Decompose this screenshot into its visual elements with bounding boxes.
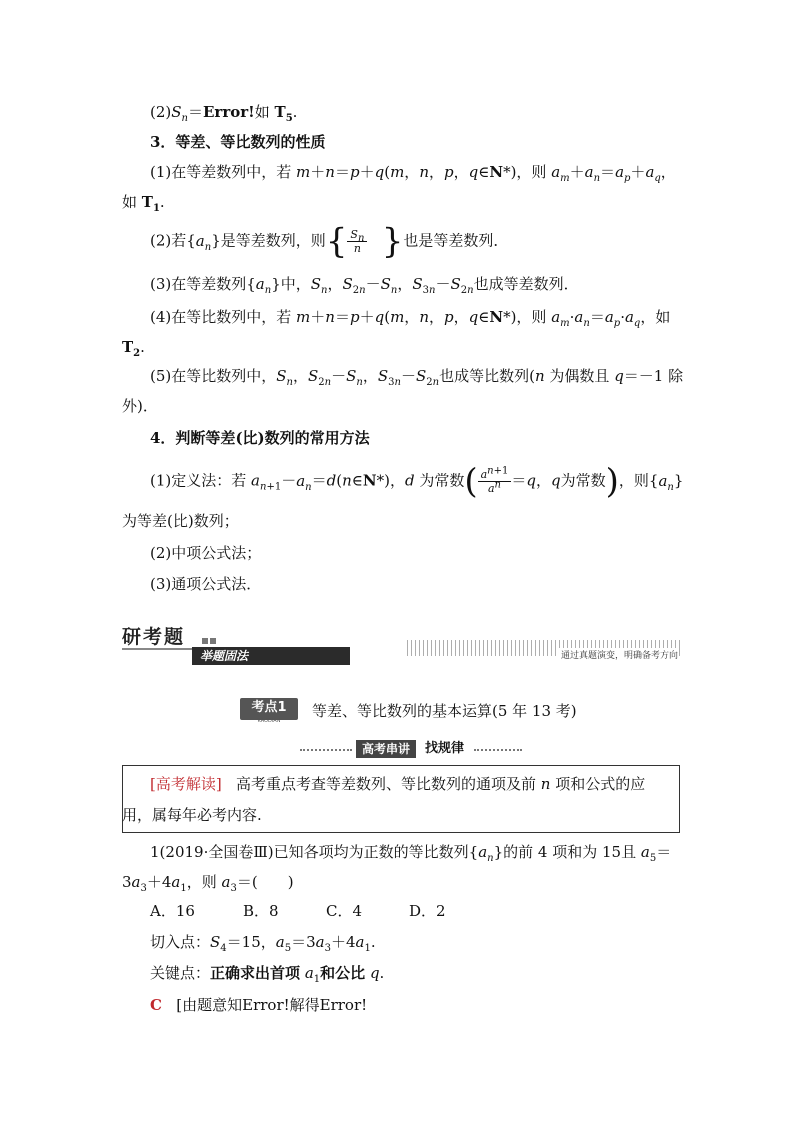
option-d: D．2 [409,902,446,920]
section-banner [122,622,682,668]
property-1-line: (1)在等差数列中，若 m＋n＝p＋q(m，n，p，q∈N*)，则 $a_m+a_n=a_p+a_q$， [150,163,676,184]
analysis-label: [高考解读] [150,775,222,793]
section-heading-3: 3．等差、等比数列的性质 [150,133,326,151]
property-1-ref: 如 $T_1$. [122,193,165,214]
topic-badge: 考点1 [240,698,298,720]
method-1-line: (1)定义法：若 $a_{n+1}-a_n=d(n\in N*)$，d 为常数( $\frac{a^{n+1}}{a^n}$ ＝q，q为常数)，则$\{a_n\}$ [150,461,684,502]
analysis-line-1: [高考解读] 高考重点考查等差数列、等比数列的通项及前 n 项和公式的应 [150,775,646,793]
section-heading-4: 4．判断等差(比)数列的常用方法 [150,429,370,447]
property-4-ref: $T_2$. [122,338,145,359]
topic-title: 等差、等比数列的基本运算(5 年 13 考) [312,702,577,720]
method-3-line: (3)通项公式法． [150,575,262,593]
option-c: C．4 [326,902,363,920]
sn-formula-line: $(2)S_n=Error$!如 $T_5$. [150,103,298,124]
subheader-text: 找规律 [425,741,465,756]
option-b: B．8 [243,902,279,920]
topic-badge-caption: KAODIAN [257,718,281,724]
banner-subtitle: 举题固法 [192,647,350,665]
option-a: A．16 [150,902,195,920]
answer-line [150,995,367,1015]
banner-divider [122,648,192,650]
property-5-line: (5)在等比数列中，$S_n$，$S_{2n}-S_n$，$S_{3n}-S_{2n}$也成等比数列(n 为偶数且 q＝－1 除 [150,367,684,388]
method-1-cont: 为等差(比)数列； [122,512,239,530]
property-3-line: (3)在等差数列$\{a_n\}$中，$S_n$，$S_{2n}-S_n$，$S_{3n}-S_{2n}$也成等差数列． [150,275,579,296]
key-point-line: 关键点：正确求出首项 $a_1$和公比 q. [150,964,385,985]
dotted-rule-right [474,749,522,751]
property-5-cont: 外)． [122,397,158,415]
method-2-line: (2)中项公式法； [150,544,262,562]
answer-solution: [由题意知Error!解得Error! [176,996,368,1014]
banner-title: 研考题 [122,626,186,648]
question-line-2: $3a_3+4a_1$，则 $a_3=$( ) [122,873,294,894]
dotted-rule-left [300,749,352,751]
question-line-1: 1(2019·全国卷Ⅲ)已知各项均为正数的等比数列$\{a_n\}$的前 4 项和为 15且 $a_5=$ [150,843,672,864]
banner-decoration-icon [202,630,218,648]
banner-tagline: 通过真题演变，明确备考方向 [557,648,678,661]
analysis-line-2: 用，属每年必考内容. [122,806,262,824]
subheader-tag: 高考串讲 [356,740,416,758]
property-4-line: (4)在等比数列中，若 m＋n＝p＋q(m，n，p，q∈N*)，则 $a_m\cdot a_n=a_p\cdot a_q$，如 [150,308,671,329]
entry-point-line: 切入点：$S_4=15$，$a_5=3a_3+4a_1$. [150,933,376,954]
answer-letter: C [150,996,162,1014]
property-2-line: (2)若$\{a_n\}$是等差数列，则{ $\frac{S_n}{n}$ }也是等差数列． [150,221,509,262]
